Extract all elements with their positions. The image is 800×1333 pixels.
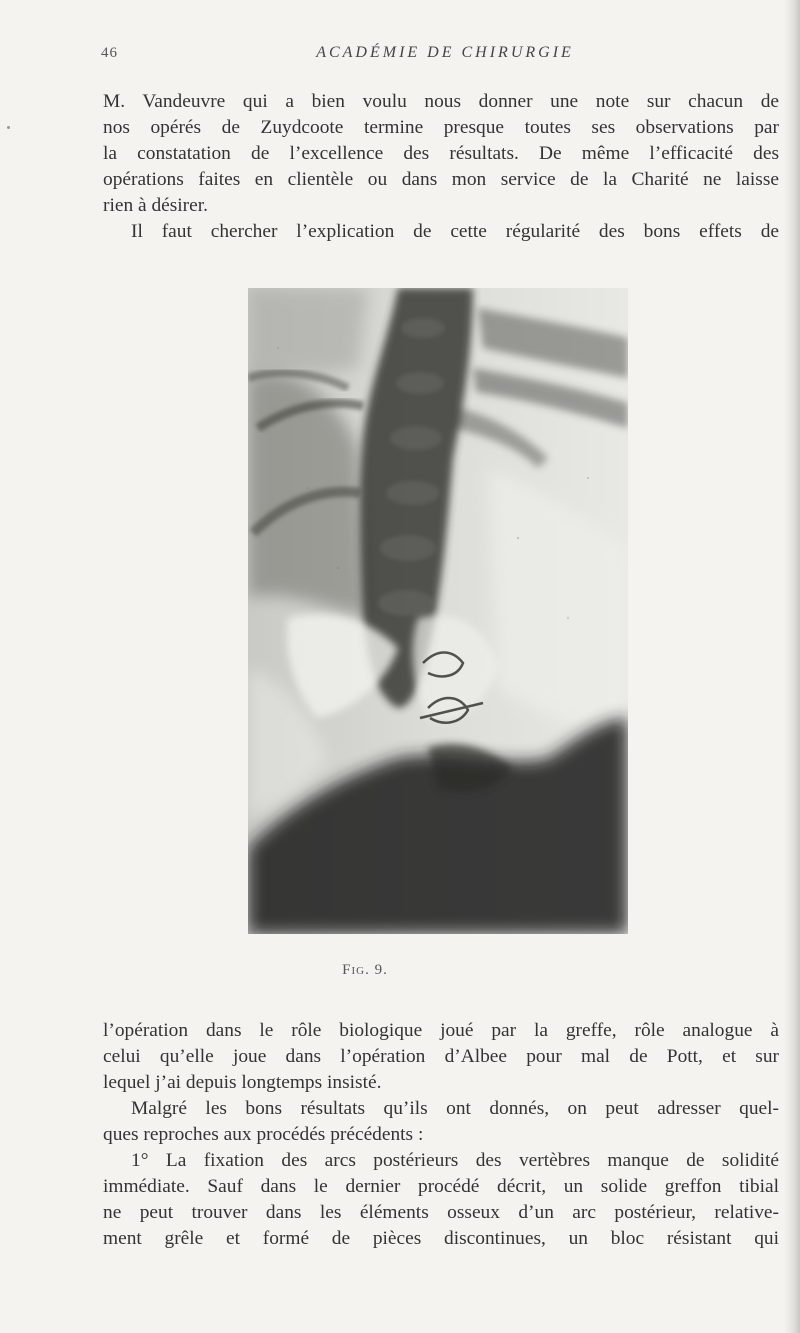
text-line: Malgré les bons résultats qu’ils ont donnés, on peut adresser quel- xyxy=(131,1098,779,1119)
text-line: opérations faites en clientèle ou dans mon service de la Charité ne laisse xyxy=(103,169,779,190)
page-edge-shadow xyxy=(784,0,800,1333)
page-number: 46 xyxy=(101,45,118,61)
paragraph-fixation xyxy=(103,1148,779,1252)
text-block-bottom xyxy=(103,1018,779,1252)
page-speck xyxy=(7,126,10,129)
text-line: la constatation de l’excellence des résultats. De même l’efficacité des xyxy=(103,143,779,164)
text-line: Il faut chercher l’explication de cette régularité des bons effets de xyxy=(131,221,779,242)
text-line: celui qu’elle joue dans l’opération d’Albee pour mal de Pott, et sur xyxy=(103,1046,779,1067)
radiograph-figure xyxy=(248,288,628,934)
spine-xray-image xyxy=(248,288,628,934)
text-line: ne peut trouver dans les éléments osseux d’un arc postérieur, relative- xyxy=(103,1202,779,1223)
text-line: l’opération dans le rôle biologique joué par la greffe, rôle analogue à xyxy=(103,1020,779,1041)
text-line: ment grêle et formé de pièces discontinues, un bloc résistant qui xyxy=(103,1228,779,1249)
text-line: M. Vandeuvre qui a bien voulu nous donner une note sur chacun de xyxy=(103,91,779,112)
text-line: ques reproches aux procédés précédents : xyxy=(103,1124,424,1145)
paragraph-operation xyxy=(103,1018,779,1096)
paragraph-vandeuvre xyxy=(103,89,779,219)
text-line: 1° La fixation des arcs postérieurs des vertèbres manque de solidité xyxy=(131,1150,779,1171)
running-head: ACADÉMIE DE CHIRURGIE xyxy=(316,44,574,61)
text-line: rien à désirer. xyxy=(103,195,208,216)
text-line: lequel j’ai depuis longtemps insisté. xyxy=(103,1072,382,1093)
text-line: immédiate. Sauf dans le dernier procédé décrit, un solide greffon tibial xyxy=(103,1176,779,1197)
paragraph-reproches xyxy=(103,1096,779,1148)
text-block-top xyxy=(103,89,779,245)
text-line: nos opérés de Zuydcoote termine presque toutes ses observations par xyxy=(103,117,779,138)
figure-caption: Fig. 9. xyxy=(342,962,388,978)
paragraph-explication xyxy=(103,219,779,245)
